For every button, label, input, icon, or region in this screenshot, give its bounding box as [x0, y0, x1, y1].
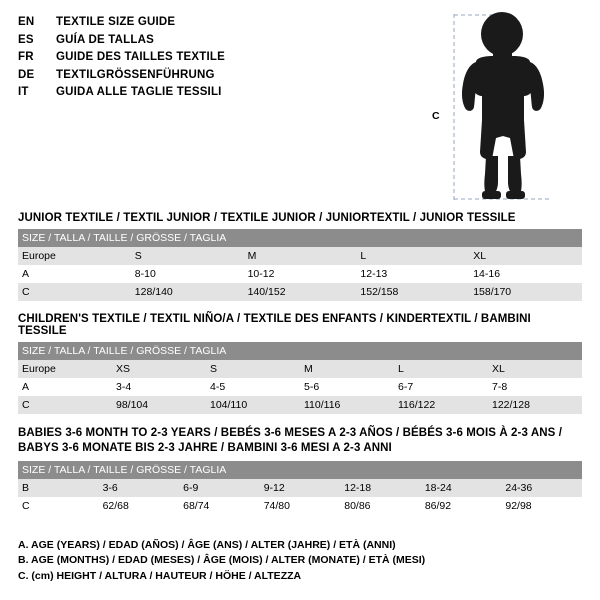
cell: 3-6 [99, 479, 180, 497]
legend-line-c: C. (cm) HEIGHT / ALTURA / HAUTEUR / HÖHE / ALTEZZA [18, 569, 302, 582]
table-header-label: SIZE / TALLA / TAILLE / GRÖSSE / TAGLIA [18, 461, 582, 479]
junior-size-table [18, 229, 582, 301]
cell: 80/86 [340, 497, 421, 515]
figure-right-leg [508, 156, 522, 194]
cell: 18-24 [421, 479, 502, 497]
language-row [18, 49, 438, 67]
cell: 122/128 [488, 396, 582, 414]
language-row [18, 67, 438, 85]
cell: 116/122 [394, 396, 488, 414]
cell: 74/80 [260, 497, 341, 515]
cell: S [131, 247, 244, 265]
section-junior [18, 212, 582, 301]
section-title: JUNIOR TEXTILE / TEXTIL JUNIOR / TEXTILE JUNIOR / JUNIORTEXTIL / JUNIOR TESSILE [18, 212, 516, 224]
figure-head [481, 12, 523, 56]
cell: 9-12 [260, 479, 341, 497]
language-title: GUIDA ALLE TAGLIE TESSILI [56, 86, 222, 98]
table-header-row [18, 461, 582, 479]
cell: 92/98 [501, 497, 582, 515]
table-row [18, 283, 582, 301]
section-title: CHILDREN'S TEXTILE / TEXTIL NIÑO/A / TEXTILE DES ENFANTS / KINDERTEXTIL / BAMBINI TESSILE [18, 313, 531, 337]
row-label: C [18, 283, 131, 301]
figure-right-foot [506, 191, 525, 199]
figure-right-arm [528, 62, 544, 111]
row-label: A [18, 265, 131, 283]
cell: M [244, 247, 357, 265]
cell: M [300, 360, 394, 378]
table-row [18, 479, 582, 497]
babies-size-table [18, 461, 582, 515]
table-row [18, 378, 582, 396]
row-label: A [18, 378, 112, 396]
row-label: C [18, 497, 99, 515]
child-figure [432, 10, 582, 205]
language-row [18, 14, 438, 32]
language-list [18, 14, 438, 102]
language-code: EN [18, 16, 35, 28]
height-measure-label: C [432, 110, 440, 122]
section-babies [18, 426, 582, 515]
table-row [18, 360, 582, 378]
cell: 6-9 [179, 479, 260, 497]
cell: XL [469, 247, 582, 265]
cell: 140/152 [244, 283, 357, 301]
row-label: Europe [18, 360, 112, 378]
figure-torso [473, 56, 533, 130]
cell: 152/158 [356, 283, 469, 301]
cell: 68/74 [179, 497, 260, 515]
legend [18, 538, 582, 585]
figure-shorts [480, 120, 526, 159]
language-title: TEXTILE SIZE GUIDE [56, 16, 176, 28]
cell: 98/104 [112, 396, 206, 414]
size-tables [18, 212, 582, 527]
cell: 24-36 [501, 479, 582, 497]
cell: 7-8 [488, 378, 582, 396]
language-title: GUIDE DES TAILLES TEXTILE [56, 51, 225, 63]
language-row [18, 84, 438, 102]
cell: 12-13 [356, 265, 469, 283]
cell: 62/68 [99, 497, 180, 515]
language-code: DE [18, 68, 35, 81]
language-code: ES [18, 33, 34, 46]
section-title: BABIES 3-6 MONTH TO 2-3 YEARS / BEBÉS 3-6 MESES A 2-3 AÑOS / BÉBÉS 3-6 MOIS À 2-3 ANS / BABYS 3-6 MONATE BIS 2-3 JAHRE / BAMBINI 3-6 MESI A 2-3 ANNI [18, 427, 562, 454]
table-row [18, 497, 582, 515]
cell: 8-10 [131, 265, 244, 283]
child-silhouette-icon [432, 10, 582, 205]
table-header-label: SIZE / TALLA / TAILLE / GRÖSSE / TAGLIA [18, 342, 582, 360]
language-row [18, 32, 438, 50]
legend-line-a: A. AGE (YEARS) / EDAD (AÑOS) / ÂGE (ANS) / ALTER (JAHRE) / ETÀ (ANNI) [18, 538, 396, 551]
row-label: B [18, 479, 99, 497]
cell: 104/110 [206, 396, 300, 414]
table-header-label: SIZE / TALLA / TAILLE / GRÖSSE / TAGLIA [18, 229, 582, 247]
cell: XL [488, 360, 582, 378]
cell: L [394, 360, 488, 378]
cell: 10-12 [244, 265, 357, 283]
table-row [18, 265, 582, 283]
table-header-row [18, 229, 582, 247]
figure-left-arm [462, 62, 478, 111]
cell: 110/116 [300, 396, 394, 414]
figure-left-leg [484, 156, 498, 194]
cell: 86/92 [421, 497, 502, 515]
cell: 4-5 [206, 378, 300, 396]
table-header-row [18, 342, 582, 360]
language-code: FR [18, 51, 34, 63]
language-title: GUÍA DE TALLAS [56, 33, 154, 46]
cell: S [206, 360, 300, 378]
language-title: TEXTILGRÖSSENFÜHRUNG [56, 68, 215, 81]
section-children [18, 313, 582, 414]
row-label: C [18, 396, 112, 414]
table-row [18, 247, 582, 265]
cell: 128/140 [131, 283, 244, 301]
cell: 12-18 [340, 479, 421, 497]
cell: L [356, 247, 469, 265]
children-size-table [18, 342, 582, 414]
cell: 3-4 [112, 378, 206, 396]
cell: XS [112, 360, 206, 378]
table-row [18, 396, 582, 414]
row-label: Europe [18, 247, 131, 265]
legend-line-b: B. AGE (MONTHS) / EDAD (MESES) / ÂGE (MOIS) / ALTER (MONATE) / ETÀ (MESI) [18, 554, 426, 566]
figure-left-foot [482, 191, 501, 199]
cell: 158/170 [469, 283, 582, 301]
cell: 14-16 [469, 265, 582, 283]
language-code: IT [18, 86, 29, 98]
cell: 6-7 [394, 378, 488, 396]
cell: 5-6 [300, 378, 394, 396]
